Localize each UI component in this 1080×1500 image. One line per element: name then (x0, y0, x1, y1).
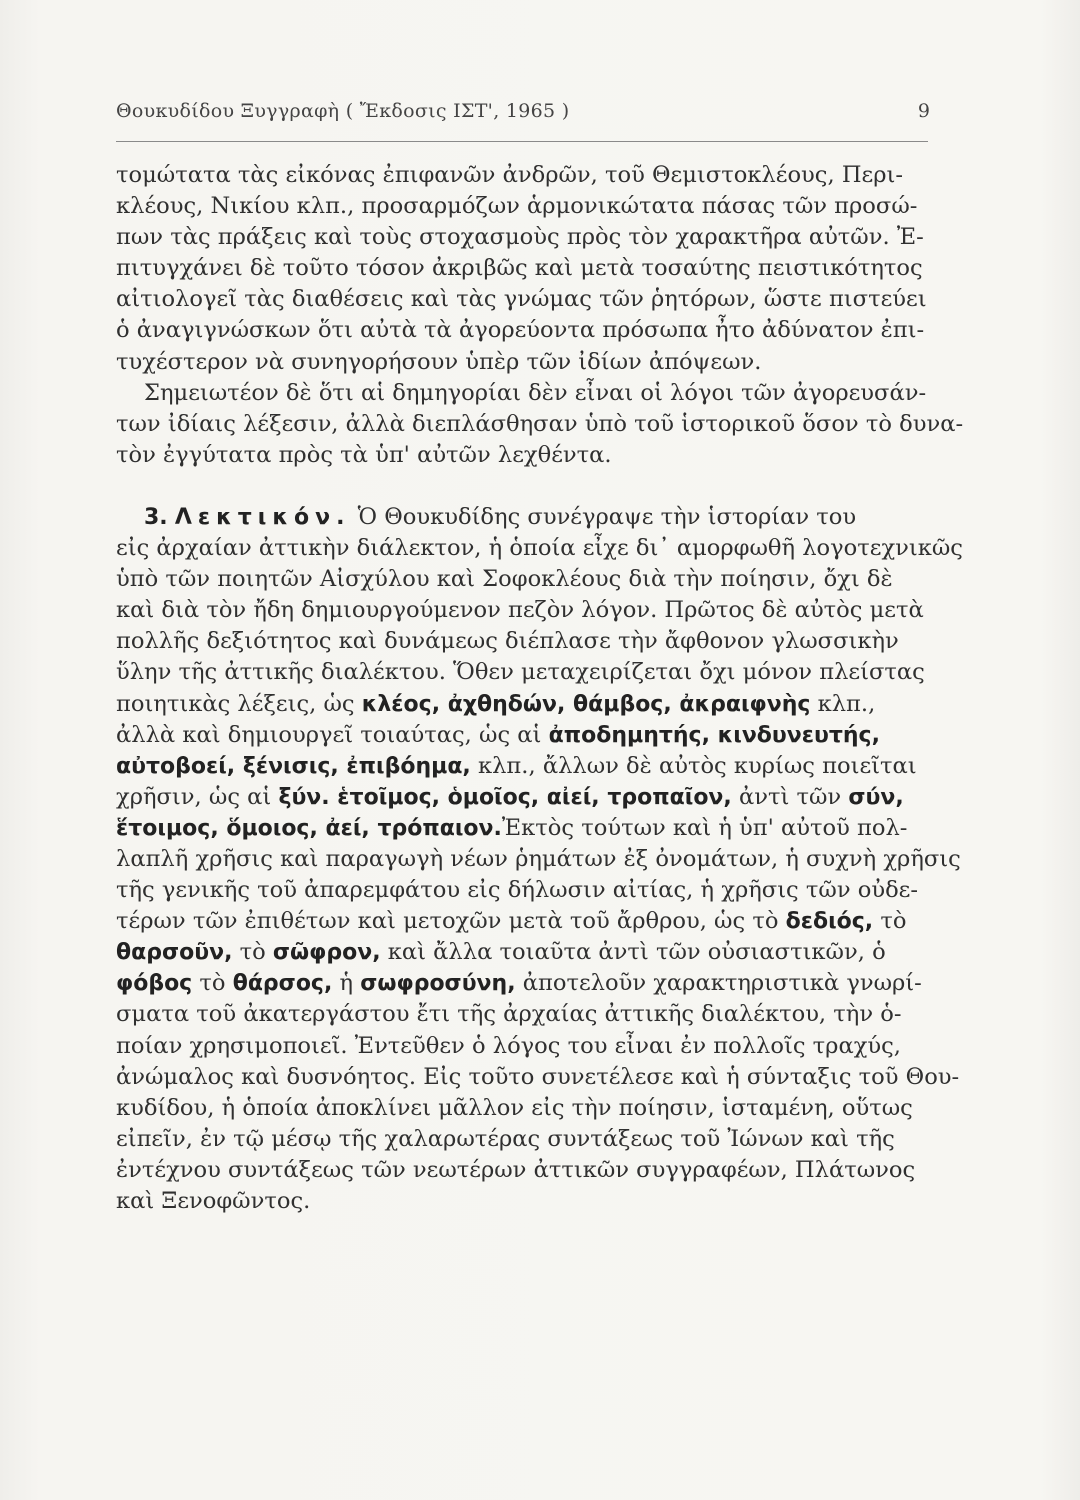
text-line: εἰς ἀρχαίαν ἀττικὴν διάλεκτον, ἡ ὁποία εἶχε δι᾽ αμορφωθῆ λογοτεχνικῶς (116, 535, 963, 562)
text-line: ὁ ἀναγιγνώσκων ὅτι αὐτὰ τὰ ἀγορεύοντα πρόσωπα ἦτο ἀδύνατον ἐπι- (116, 317, 925, 344)
text-line (116, 906, 907, 937)
text-line: λαπλῆ χρῆσις καὶ παραγωγὴ νέων ῥημάτων ἐξ ὀνομάτων, ἡ συχνὴ χρῆσις (116, 845, 961, 872)
bold-term: ἕτοιμος, ὅμοιος, ἀεί, τρόπαιον. (116, 815, 502, 841)
section-heading-line (116, 502, 902, 533)
bold-term: δεδιός, (785, 909, 874, 935)
bold-term: ξύν. ἑτοῖμος, ὁμοῖος, αἰεί, τροπαῖον, (278, 784, 732, 810)
text-line: ὑπὸ τῶν ποιητῶν Αἰσχύλου καὶ Σοφοκλέους διὰ τὴν ποίησιν, ὄχι δὲ (116, 566, 893, 593)
bold-term: σύν, (848, 784, 904, 810)
text-run: χρῆσιν, ὡς αἱ (116, 783, 279, 810)
text-line: πολλῆς δεξιότητος καὶ δυνάμεως διέπλασε τὴν ἄφθονον γλωσσικὴν (116, 628, 899, 655)
text-line: ὕλην τῆς ἀττικῆς διαλέκτου. Ὅθεν μεταχειρίζεται ὄχι μόνον πλείστας (116, 659, 925, 686)
bold-term: κλέος, ἀχθηδών, θάμβος, ἀκραιφνὴς (361, 691, 811, 717)
text-line (116, 720, 902, 751)
section-first-line: Ὁ Θουκυδίδης συνέγραψε τὴν ἱστορίαν του (357, 503, 857, 530)
text-line: πων τὰς πράξεις καὶ τοὺς στοχασμοὺς πρὸς τὸν χαρακτῆρα αὐτῶν. Ἐ- (116, 224, 924, 251)
text-line (116, 689, 902, 720)
page-number: 9 (917, 100, 930, 122)
text-run: καὶ ἄλλα τοιαῦτα ἀντὶ τῶν οὐσιαστικῶν, ὁ (380, 939, 886, 966)
text-line: καὶ διὰ τὸν ἤδη δημιουργούμενον πεζὸν λόγον. Πρῶτος δὲ αὐτὸς μετὰ (116, 597, 924, 624)
text-line (116, 968, 922, 999)
text-line: ποίαν χρησιμοποιεῖ. Ἐντεῦθεν ὁ λόγος του εἶναι ἐν πολλοῖς τραχύς, (116, 1032, 901, 1059)
section-gap (116, 471, 902, 502)
text-line: τομώτατα τὰς εἰκόνας ἐπιφανῶν ἀνδρῶν, τοῦ Θεμιστοκλέους, Περι- (116, 162, 903, 188)
text-run: ποιητικὰς λέξεις, ὡς (116, 690, 362, 717)
text-line: εἰπεῖν, ἐν τῷ μέσῳ τῆς χαλαρωτέρας συντάξεως τοῦ Ἰώνων καὶ τῆς (116, 1125, 895, 1152)
text-line: κλέους, Νικίου κλπ., προσαρμόζων ἁρμονικώτατα πάσας τῶν προσώ- (116, 193, 918, 220)
text-run: τὸ (192, 970, 233, 997)
text-line: ἀνώμαλος καὶ δυσνόητος. Εἰς τοῦτο συνετέλεσε καὶ ἡ σύνταξις τοῦ Θου- (116, 1063, 960, 1090)
text-line: κυδίδου, ἡ ὁποία ἀποκλίνει μᾶλλον εἰς τὴν ποίησιν, ἱσταμένη, οὕτως (116, 1094, 913, 1121)
bold-term: θάρσος, (232, 971, 333, 997)
bold-term: θαρσοῦν, (116, 940, 233, 966)
text-run: κλπ., ἄλλων δὲ αὐτὸς κυρίως ποιεῖται (470, 752, 917, 779)
text-line: Σημειωτέον δὲ ὅτι αἱ δημηγορίαι δὲν εἶναι οἱ λόγοι τῶν ἀγορευσάν- (144, 379, 927, 406)
text-line: τὸν ἐγγύτατα πρὸς τὰ ὑπ' αὐτῶν λεχθέντα. (116, 441, 612, 468)
text-line: σματα τοῦ ἀκατεργάστου ἔτι τῆς ἀρχαίας ἀττικῆς διαλέκτου, τὴν ὁ- (116, 1001, 902, 1028)
text-run: τέρων τῶν ἐπιθέτων καὶ μετοχῶν μετὰ τοῦ ἄρθρου, ὡς τὸ (116, 908, 786, 935)
text-run: ἀλλὰ καὶ δημιουργεῖ τοιαύτας, ὡς αἱ (116, 721, 549, 748)
section-title: Λεκτικόν. (174, 504, 351, 530)
text-run: τὸ (232, 939, 273, 966)
section-number: 3. (144, 504, 168, 530)
text-run: ἀποτελοῦν χαρακτηριστικὰ γνωρί- (515, 970, 922, 997)
text-line: τυχέστερον νὰ συνηγορήσουν ὑπὲρ τῶν ἰδίων ἀπόψεων. (116, 348, 762, 375)
text-line: ἐντέχνου συντάξεως τῶν νεωτέρων ἀττικῶν συγγραφέων, Πλάτωνος (116, 1156, 916, 1183)
text-run: ἡ (332, 970, 361, 997)
text-line: καὶ Ξενοφῶντος. (116, 1188, 311, 1214)
text-line (116, 782, 902, 813)
text-line (116, 937, 902, 968)
header-rule (116, 141, 928, 142)
text-line: τῆς γενικῆς τοῦ ἀπαρεμφάτου εἰς δήλωσιν αἰτίας, ἡ χρῆσις τῶν οὐδε- (116, 877, 919, 904)
bold-term: αὐτοβοεί, ξένισις, ἐπιβόημα, (116, 753, 471, 779)
text-run: ἀντὶ τῶν (731, 783, 849, 810)
text-line: των ἰδίαις λέξεσιν, ἀλλὰ διεπλάσθησαν ὑπὸ τοῦ ἱστορικοῦ ὅσον τὸ δυνα- (116, 410, 964, 437)
text-run: κλπ., (810, 690, 876, 717)
body-text (116, 160, 964, 1217)
bold-term: ἀποδημητής, κινδυνευτής, (548, 722, 880, 748)
text-line: αἰτιολογεῖ τὰς διαθέσεις καὶ τὰς γνώμας τῶν ῥητόρων, ὥστε πιστεύει (116, 286, 927, 313)
text-run: Ἐκτὸς τούτων καὶ ἡ ὑπ' αὐτοῦ πολ- (501, 814, 908, 841)
text-line (116, 751, 917, 782)
running-header: Θουκυδίδου Ξυγγραφὴ ( Ἔκδοσις ΙΣΤ', 1965 ) (116, 100, 570, 122)
bold-term: σωφροσύνη, (360, 971, 516, 997)
text-run: τὸ (873, 908, 907, 935)
bold-term: σῶφρον, (272, 940, 381, 966)
text-line: πιτυγχάνει δὲ τοῦτο τόσον ἀκριβῶς καὶ μετὰ τοσαύτης πειστικότητος (116, 255, 923, 282)
bold-term: φόβος (116, 971, 193, 997)
text-line (116, 813, 908, 844)
